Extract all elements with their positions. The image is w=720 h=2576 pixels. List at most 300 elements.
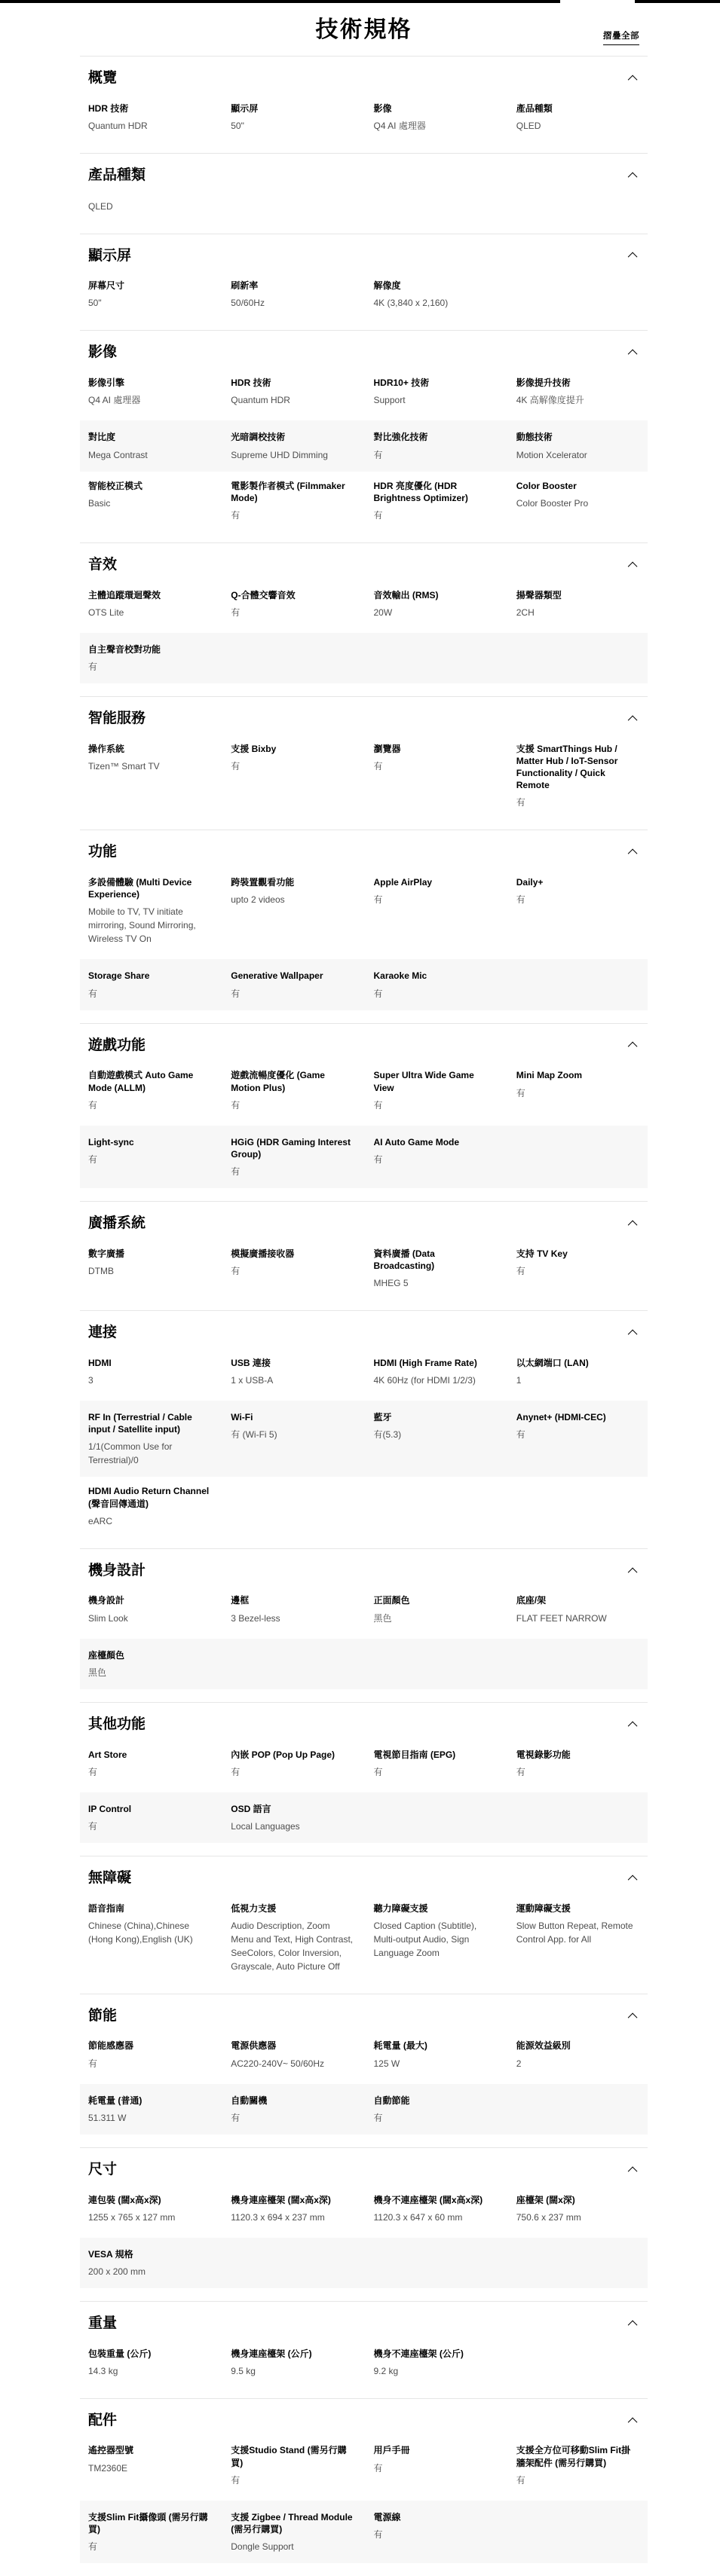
spec-label: 動態技術 <box>516 432 553 443</box>
spec-row <box>80 633 648 683</box>
spec-item <box>88 589 211 619</box>
spec-value: 有 <box>516 894 525 906</box>
section-title: 功能 <box>88 844 118 860</box>
spec-value: 1255 x 765 x 127 mm <box>88 2211 176 2223</box>
spec-item <box>88 1803 211 1833</box>
spec-row <box>80 2190 648 2236</box>
spec-row <box>80 2344 648 2390</box>
spec-label: OSD 語言 <box>231 1803 271 1814</box>
spec-value: 有 <box>231 1099 241 1111</box>
spec-item <box>516 1411 639 1441</box>
spec-value: Quantum HDR <box>88 120 148 131</box>
spec-row <box>80 739 648 822</box>
section-15 <box>80 2301 648 2398</box>
spec-item <box>231 2348 354 2378</box>
spec-value: 有 <box>88 2541 98 2553</box>
spec-value: TM2360E <box>88 2462 128 2474</box>
section-title: 無障礙 <box>88 1869 132 1886</box>
spec-label: 座檯顏色 <box>88 1649 125 1661</box>
spec-item <box>231 102 354 133</box>
spec-label: VESA 規格 <box>88 2248 133 2260</box>
spec-label: RF In (Terrestrial / Cable input / Satellite input) <box>88 1412 192 1435</box>
spec-item <box>516 2444 639 2486</box>
spec-item <box>374 1069 497 1111</box>
chevron-up-icon[interactable] <box>628 1042 638 1052</box>
spec-label: Super Ultra Wide Game View <box>373 1070 474 1093</box>
spec-item <box>88 1649 211 1679</box>
spec-value: 有 <box>373 449 383 460</box>
chevron-up-icon[interactable] <box>628 849 638 859</box>
spec-label: 自主聲音校對功能 <box>88 643 161 655</box>
section-6 <box>80 830 648 1022</box>
spec-label: HDR 技術 <box>231 377 271 389</box>
section-header[interactable] <box>80 1869 648 1888</box>
section-header[interactable] <box>80 1562 648 1581</box>
spec-row <box>80 1899 648 1985</box>
spec-value: Color Booster Pro <box>516 497 589 509</box>
spec-label: 自動節能 <box>373 2095 410 2106</box>
spec-value: 有 <box>231 607 241 618</box>
section-header[interactable] <box>80 2007 648 2026</box>
page-title: 技術規格 <box>315 17 412 42</box>
spec-value: 4K 高解像度提升 <box>516 395 584 406</box>
section-header[interactable] <box>80 2161 648 2180</box>
spec-label: 機身設計 <box>88 1595 125 1606</box>
chevron-up-icon[interactable] <box>628 1875 638 1884</box>
spec-label: 電視錄影功能 <box>516 1749 571 1760</box>
chevron-up-icon[interactable] <box>628 1567 638 1577</box>
spec-value: 2CH <box>516 607 535 618</box>
chevron-up-icon[interactable] <box>628 1330 638 1340</box>
section-header[interactable] <box>80 69 648 88</box>
spec-label: 機身連座檯架 (闊x高x深) <box>231 2194 331 2205</box>
chevron-up-icon[interactable] <box>628 252 638 262</box>
spec-item <box>88 643 211 674</box>
spec-row <box>80 2238 648 2288</box>
spec-label: HDR 技術 <box>88 102 129 114</box>
spec-value: DTMB <box>88 1265 114 1276</box>
spec-value: 有 <box>88 661 98 672</box>
spec-value: Slow Button Repeat, Remote Control App. for All <box>516 1920 633 1945</box>
spec-item <box>516 1248 639 1278</box>
spec-value: Chinese (China),Chinese (Hong Kong),English (UK) <box>88 1920 193 1945</box>
spec-item <box>231 1749 354 1779</box>
collapse-all-link[interactable]: 摺疊全部 <box>603 29 639 45</box>
section-4 <box>80 542 648 696</box>
spec-value: 有 <box>373 2462 383 2474</box>
spec-value: 有 <box>516 797 525 808</box>
section-header[interactable] <box>80 1037 648 1056</box>
chevron-up-icon[interactable] <box>628 75 638 84</box>
spec-label: 低視力支援 <box>231 1902 277 1914</box>
section-header[interactable] <box>80 1716 648 1734</box>
spec-value: 1120.3 x 647 x 60 mm <box>373 2211 463 2223</box>
spec-value: 有 <box>516 1087 525 1099</box>
spec-item <box>231 589 354 619</box>
spec-label: Q-合體交響音效 <box>231 589 296 600</box>
spec-value: 4K 60Hz (for HDMI 1/2/3) <box>373 1375 476 1386</box>
spec-item <box>231 2095 354 2125</box>
spec-value: 有 <box>88 1766 98 1777</box>
section-header[interactable] <box>80 1324 648 1343</box>
spec-item <box>88 480 211 510</box>
spec-item <box>374 1749 497 1779</box>
spec-item <box>88 2194 211 2224</box>
spec-label: HGiG (HDR Gaming Interest Group) <box>231 1136 351 1160</box>
spec-value: 200 x 200 mm <box>88 2266 146 2277</box>
spec-value: 有 <box>516 1429 525 1441</box>
spec-label: 節能感應器 <box>88 2040 134 2052</box>
spec-value: 有 <box>373 1154 383 1165</box>
section-12 <box>80 1856 648 1994</box>
spec-label: HDMI Audio Return Channel (聲音回傳通道) <box>88 1486 210 1509</box>
spec-value: 有 <box>373 760 383 772</box>
section-header[interactable] <box>80 2412 648 2431</box>
chevron-up-icon[interactable] <box>628 1220 638 1230</box>
spec-item <box>516 1069 639 1099</box>
spec-item <box>374 2444 497 2474</box>
spec-value: Motion Xcelerator <box>516 449 587 460</box>
spec-item <box>88 1357 211 1387</box>
spec-item <box>516 1357 639 1387</box>
section-10 <box>80 1548 648 1702</box>
section-header[interactable] <box>80 247 648 266</box>
spec-label: 數字廣播 <box>88 1248 125 1259</box>
spec-value: Basic <box>88 497 111 509</box>
spec-value: Dongle Support <box>231 2541 294 2553</box>
spec-label: 跨裝置觀看功能 <box>231 877 295 888</box>
section-header[interactable] <box>80 1215 648 1233</box>
spec-item <box>231 1411 354 1441</box>
spec-label: 內嵌 POP (Pop Up Page) <box>231 1749 335 1760</box>
spec-label: HDR 亮度優化 (HDR Brightness Optimizer) <box>373 480 468 503</box>
spec-label: 以太網端口 (LAN) <box>516 1357 589 1368</box>
section-title: 顯示屏 <box>88 247 132 264</box>
spec-value: 有 <box>516 1766 525 1777</box>
section-header[interactable] <box>80 344 648 362</box>
section-header[interactable] <box>80 556 648 575</box>
spec-value: Support <box>373 395 406 406</box>
spec-item <box>374 102 497 133</box>
spec-item <box>88 1069 211 1111</box>
spec-item <box>374 431 497 461</box>
spec-row <box>80 1065 648 1123</box>
spec-item <box>516 1902 639 1946</box>
spec-value: 有 <box>88 988 98 999</box>
spec-item <box>88 280 211 310</box>
section-14 <box>80 2147 648 2301</box>
spec-value: 1/1(Common Use for Terrestrial)/0 <box>88 1441 173 1466</box>
spec-item <box>231 970 354 1000</box>
section-title: 連接 <box>88 1325 118 1341</box>
section-0 <box>80 56 648 153</box>
spec-item <box>231 377 354 407</box>
spec-item <box>374 1411 497 1441</box>
spec-label: 刷新率 <box>231 280 259 292</box>
spec-label: HDR10+ 技術 <box>373 377 430 389</box>
spec-label: 多設備體驗 (Multi Device Experience) <box>88 877 192 900</box>
spec-label: 支援Slim Fit攝像頭 (需另行購買) <box>88 2511 208 2535</box>
section-title: 其他功能 <box>88 1716 146 1732</box>
spec-sections <box>80 56 648 2576</box>
spec-item <box>516 2194 639 2224</box>
spec-label: 支援Studio Stand (需另行購買) <box>231 2445 347 2468</box>
section-header[interactable] <box>80 710 648 729</box>
spec-row <box>80 2440 648 2498</box>
spec-label: Anynet+ (HDMI-CEC) <box>516 1412 606 1422</box>
spec-label: 電影製作者模式 (Filmmaker Mode) <box>231 480 345 503</box>
spec-item <box>88 1411 211 1467</box>
spec-item <box>231 1902 354 1973</box>
section-title: 概覽 <box>88 70 118 86</box>
spec-item <box>374 1594 497 1624</box>
spec-label: 顯示屏 <box>231 102 259 114</box>
spec-item <box>516 1594 639 1624</box>
spec-label: 機身連座檯架 (公斤) <box>231 2348 312 2359</box>
spec-item <box>374 1357 497 1387</box>
spec-value: Audio Description, Zoom Menu and Text, High Contrast, SeeColors, Color Inversion, Grayscale, Auto Picture Off <box>231 1920 354 1972</box>
spec-value: OTS Lite <box>88 607 124 618</box>
spec-value: 有 <box>231 509 241 521</box>
spec-value: AC220-240V~ 50/60Hz <box>231 2058 324 2069</box>
spec-value: 1120.3 x 694 x 237 mm <box>231 2211 325 2223</box>
spec-value: 有 <box>516 2474 525 2486</box>
spec-label: 光暗調校技術 <box>231 432 286 443</box>
spec-row <box>80 1591 648 1636</box>
spec-label: 自動關機 <box>231 2095 268 2106</box>
page-header <box>80 3 648 56</box>
spec-value: 有 <box>373 1099 383 1111</box>
spec-item <box>231 1248 354 1278</box>
spec-row <box>80 420 648 471</box>
section-title: 智能服務 <box>88 710 146 726</box>
spec-value: Tizen™ Smart TV <box>88 760 160 772</box>
spec-item <box>88 102 211 133</box>
spec-value: 有 <box>231 1166 241 1178</box>
section-title: 廣播系統 <box>88 1215 146 1232</box>
spec-row <box>80 1792 648 1843</box>
spec-label: 運動障礙支援 <box>516 1902 571 1914</box>
spec-value: 3 <box>88 1375 93 1386</box>
spec-item <box>231 2444 354 2486</box>
spec-value: 黑色 <box>373 1612 392 1624</box>
spec-item <box>374 2194 497 2224</box>
spec-label: 語音指南 <box>88 1902 125 1914</box>
spec-item <box>374 280 497 310</box>
spec-label: 模擬廣播接收器 <box>231 1248 295 1259</box>
chevron-up-icon[interactable] <box>628 2320 638 2330</box>
spec-item <box>374 480 497 522</box>
spec-item <box>88 2511 211 2553</box>
spec-item <box>516 743 639 810</box>
spec-item <box>231 743 354 773</box>
spec-value: 有 <box>373 894 383 906</box>
spec-value: 9.2 kg <box>373 2365 399 2376</box>
spec-item <box>231 1594 354 1624</box>
section-title: 尺寸 <box>88 2161 118 2177</box>
section-header[interactable] <box>80 167 648 185</box>
spec-label: 揚聲器類型 <box>516 589 562 600</box>
spec-item <box>516 431 639 461</box>
spec-value: 有 <box>373 509 383 521</box>
spec-value: QLED <box>88 200 113 212</box>
chevron-up-icon[interactable] <box>628 561 638 571</box>
spec-label: 支援 SmartThings Hub / Matter Hub / IoT-Sensor Functionality / Quick Remote <box>516 743 618 791</box>
spec-value: FLAT FEET NARROW <box>516 1612 607 1624</box>
chevron-up-icon[interactable] <box>628 715 638 725</box>
spec-label: 電源供應器 <box>231 2040 277 2052</box>
spec-label: Wi-Fi <box>231 1412 253 1422</box>
spec-row <box>80 872 648 958</box>
spec-value: 有 <box>231 760 241 772</box>
spec-value: 125 W <box>373 2058 400 2069</box>
spec-label: 底座/架 <box>516 1595 547 1606</box>
spec-label: 機身不連座檯架 (闊x高x深) <box>373 2194 483 2205</box>
spec-item <box>374 377 497 407</box>
spec-item <box>88 200 211 213</box>
spec-label: 音效輸出 (RMS) <box>373 589 439 600</box>
spec-item <box>516 480 639 510</box>
spec-label: 屏幕尺寸 <box>88 280 125 292</box>
spec-item <box>374 1248 497 1290</box>
spec-value: 有 <box>88 1099 98 1111</box>
spec-value: 50" <box>88 298 102 309</box>
spec-item <box>88 1594 211 1624</box>
chevron-up-icon[interactable] <box>628 172 638 182</box>
spec-label: 資料廣播 (Data Broadcasting) <box>373 1248 435 1271</box>
spec-item <box>231 280 354 310</box>
spec-label: 影像引擎 <box>88 377 125 389</box>
spec-item <box>88 876 211 946</box>
spec-label: 正面顏色 <box>373 1595 410 1606</box>
spec-label: 耗電量 (普通) <box>88 2095 142 2106</box>
section-title: 音效 <box>88 556 118 573</box>
section-header[interactable] <box>80 843 648 862</box>
spec-label: Mini Map Zoom <box>516 1070 583 1081</box>
spec-value: 有 <box>373 1766 383 1777</box>
spec-label: 自動遊戲模式 Auto Game Mode (ALLM) <box>88 1070 194 1093</box>
spec-label: Karaoke Mic <box>373 970 427 982</box>
spec-value: 有 (Wi-Fi 5) <box>231 1429 277 1441</box>
chevron-up-icon[interactable] <box>628 2417 638 2427</box>
spec-label: HDMI <box>88 1357 112 1368</box>
section-header[interactable] <box>80 2315 648 2333</box>
spec-value: 有 <box>373 2529 383 2540</box>
spec-value: Local Languages <box>231 1820 300 1832</box>
chevron-up-icon[interactable] <box>628 350 638 359</box>
spec-item <box>374 876 497 906</box>
spec-label: 支援 Zigbee / Thread Module (需另行購買) <box>231 2511 353 2535</box>
spec-item <box>88 377 211 407</box>
spec-row <box>80 585 648 631</box>
spec-item <box>88 2348 211 2378</box>
spec-label: 產品種類 <box>516 102 553 114</box>
spec-row <box>80 1745 648 1791</box>
spec-row <box>80 2501 648 2563</box>
spec-row <box>80 373 648 419</box>
content-container <box>80 3 648 2576</box>
spec-item <box>374 2095 497 2125</box>
spec-item <box>231 2511 354 2553</box>
section-title: 配件 <box>88 2412 118 2428</box>
spec-row <box>80 1126 648 1188</box>
section-11 <box>80 1702 648 1856</box>
spec-item <box>516 377 639 407</box>
spec-value: 51.311 W <box>88 2112 127 2123</box>
spec-item <box>88 1136 211 1166</box>
spec-label: 包裝重量 (公斤) <box>88 2348 152 2359</box>
spec-item <box>516 1749 639 1779</box>
spec-value: 50/60Hz <box>231 298 265 309</box>
spec-label: 主體追蹤環迴聲效 <box>88 589 161 600</box>
spec-value: Quantum HDR <box>231 395 290 406</box>
spec-value: 1 <box>516 1375 522 1386</box>
spec-item <box>88 1749 211 1779</box>
section-8 <box>80 1201 648 1310</box>
spec-value: Slim Look <box>88 1612 128 1624</box>
section-5 <box>80 696 648 830</box>
spec-label: Art Store <box>88 1749 127 1760</box>
section-title: 產品種類 <box>88 167 146 183</box>
chevron-up-icon[interactable] <box>628 2166 638 2176</box>
spec-item <box>88 1902 211 1946</box>
section-title: 重量 <box>88 2315 118 2331</box>
spec-label: 影像 <box>373 102 392 114</box>
section-title: 機身設計 <box>88 1562 146 1578</box>
spec-label: AI Auto Game Mode <box>373 1136 460 1147</box>
spec-item <box>88 2040 211 2070</box>
spec-label: Apple AirPlay <box>373 877 433 888</box>
spec-item <box>88 970 211 1000</box>
section-7 <box>80 1023 648 1201</box>
spec-row <box>80 1401 648 1477</box>
spec-label: Color Booster <box>516 480 577 491</box>
spec-value: 1 x USB-A <box>231 1375 274 1386</box>
spec-label: 用戶手冊 <box>373 2445 410 2456</box>
section-16 <box>80 2398 648 2576</box>
spec-value: Mega Contrast <box>88 449 148 460</box>
spec-value: 750.6 x 237 mm <box>516 2211 581 2223</box>
spec-label: 連包裝 (闊x高x深) <box>88 2194 161 2205</box>
section-title: 節能 <box>88 2007 118 2024</box>
spec-value: 14.3 kg <box>88 2365 118 2376</box>
spec-item <box>88 2248 211 2278</box>
spec-value: upto 2 videos <box>231 894 285 906</box>
spec-label: 操作系統 <box>88 743 125 754</box>
spec-item <box>516 876 639 906</box>
spec-value: 有 <box>231 1766 241 1777</box>
spec-row <box>80 959 648 1010</box>
spec-value: 有 <box>231 2474 241 2486</box>
spec-label: 邊框 <box>231 1595 250 1606</box>
spec-item <box>88 743 211 773</box>
spec-item <box>516 102 639 133</box>
section-1 <box>80 153 648 234</box>
spec-value: eARC <box>88 1515 113 1526</box>
spec-label: IP Control <box>88 1803 132 1814</box>
spec-label: 聽力障礙支援 <box>373 1902 428 1914</box>
spec-value: Supreme UHD Dimming <box>231 449 328 460</box>
section-9 <box>80 1310 648 1548</box>
spec-label: 遙控器型號 <box>88 2445 134 2456</box>
spec-item <box>516 2040 639 2070</box>
spec-row <box>80 1244 648 1302</box>
spec-value: 有 <box>231 2112 241 2123</box>
chevron-up-icon[interactable] <box>628 1721 638 1731</box>
spec-item <box>231 1803 354 1833</box>
spec-label: 電源線 <box>373 2511 401 2523</box>
spec-item <box>374 2348 497 2378</box>
